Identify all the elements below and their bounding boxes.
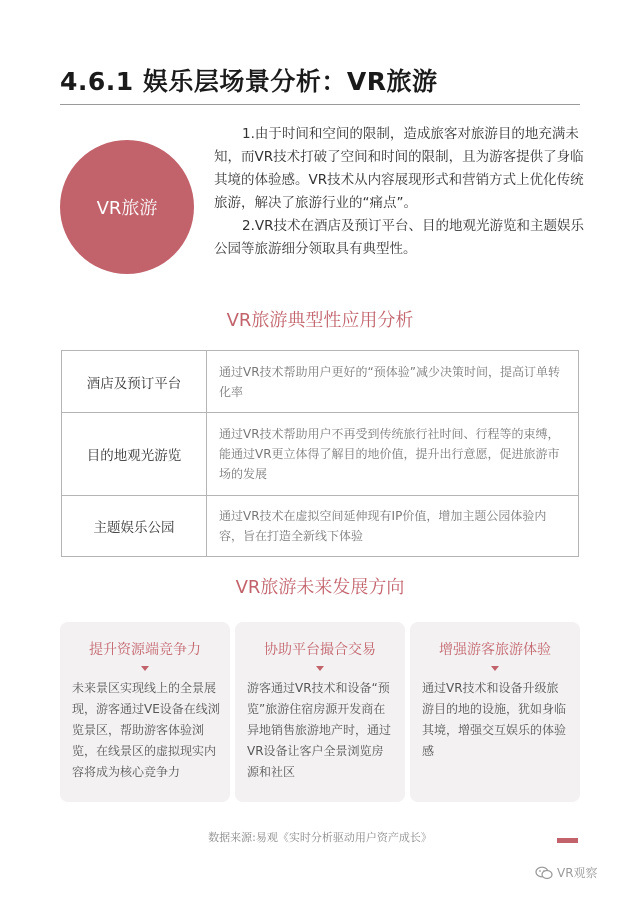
page-marker [557, 838, 578, 843]
section-heading-future: VR旅游未来发展方向 [235, 577, 405, 598]
table-row-name: 酒店及预订平台 [62, 351, 207, 413]
table-row [62, 351, 579, 413]
future-card [235, 622, 405, 802]
triangle-down-icon [141, 666, 149, 671]
future-card-title: 协助平台撮合交易 [264, 642, 376, 658]
topic-circle-label: VR旅游 [96, 198, 158, 219]
table-row [62, 413, 579, 496]
table-row [62, 496, 579, 557]
future-card-title: 提升资源端竞争力 [89, 642, 201, 658]
triangle-down-icon [316, 666, 324, 671]
table-row-desc: 通过VR技术在虚拟空间延伸现有IP价值，增加主题公园体验内容，旨在打造全新线下体验 [207, 496, 579, 557]
table-row-desc: 通过VR技术帮助用户不再受到传统旅行社时间、行程等的束缚，能通过VR更立体得了解目的地价值，提升出行意愿，促进旅游市场的发展 [207, 413, 579, 496]
table-row-name: 主题娱乐公园 [62, 496, 207, 557]
page-title: 4.6.1 娱乐层场景分析：VR旅游 [60, 67, 438, 96]
intro-paragraph-1: 1.由于时间和空间的限制，造成旅客对旅游目的地充满未知，而VR技术打破了空间和时间的限制，且为游客提供了身临其境的体验感。VR技术从内容展现形式和营销方式上优化传统旅游，解决了旅游行业的“痛点”。 [214, 126, 584, 211]
intro-text [214, 123, 584, 261]
intro-paragraph-2: 2.VR技术在酒店及预订平台、目的地观光游览和主题娱乐公园等旅游细分领取具有典型性。 [214, 218, 584, 257]
future-card-body: 游客通过VR技术和设备“预览”旅游住宿房源开发商在异地销售旅游地产时，通过VR设备让客户全景浏览房源和社区 [247, 681, 392, 779]
topic-circle [60, 140, 194, 274]
table-row-name: 目的地观光游览 [62, 413, 207, 496]
future-card-title: 增强游客旅游体验 [439, 642, 551, 658]
wechat-icon [535, 866, 553, 880]
future-card [410, 622, 580, 802]
table-row-desc: 通过VR技术帮助用户更好的“预体验”减少决策时间，提高订单转化率 [207, 351, 579, 413]
triangle-down-icon [491, 666, 499, 671]
applications-table [61, 350, 579, 557]
watermark-label: VR观察 [557, 866, 598, 880]
future-card-body: 未来景区实现线上的全景展现，游客通过VE设备在线浏览景区，帮助游客体验浏览，在线景区的虚拟现实内容将成为核心竞争力 [72, 681, 220, 779]
future-cards [60, 622, 580, 802]
future-card [60, 622, 230, 802]
data-source: 数据来源:易观《实时分析驱动用户资产成长》 [208, 831, 432, 844]
watermark [535, 864, 598, 881]
title-divider [60, 104, 580, 105]
section-heading-applications: VR旅游典型性应用分析 [226, 310, 414, 331]
future-card-body: 通过VR技术和设备升级旅游目的地的设施，犹如身临其境，增强交互娱乐的体验感 [422, 681, 567, 758]
